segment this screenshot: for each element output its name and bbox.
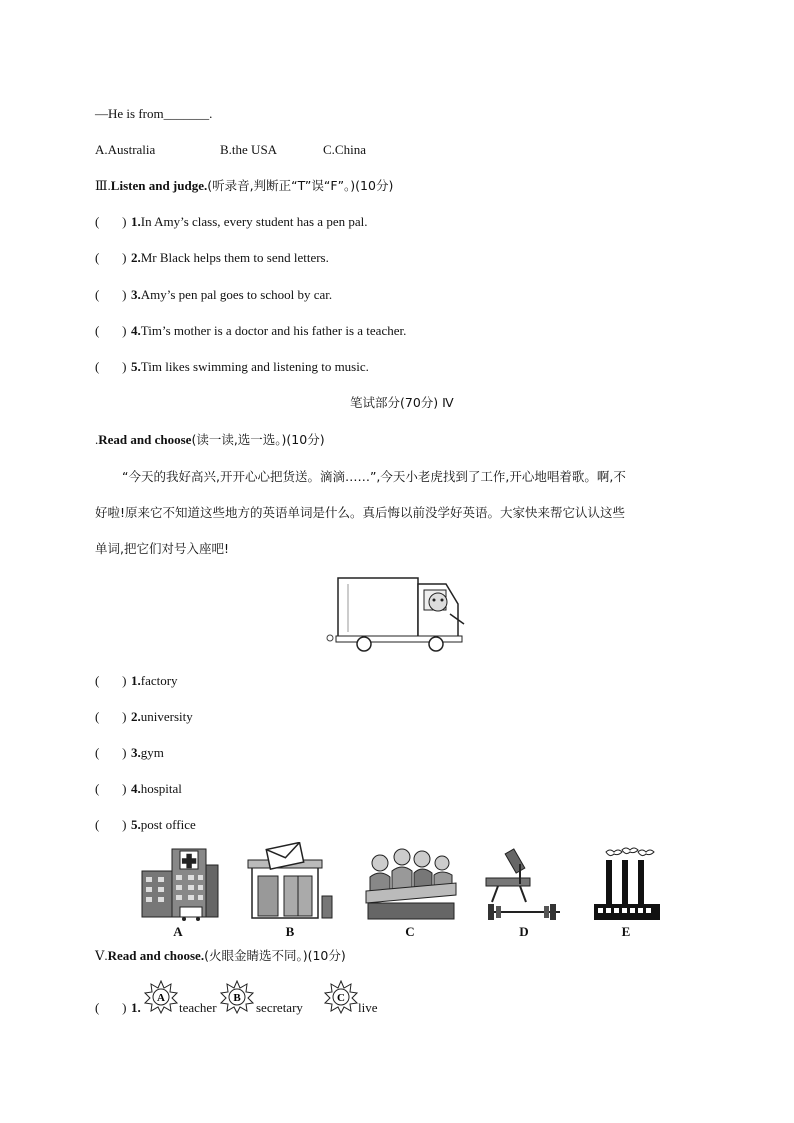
section5-roman: Ⅴ. <box>95 948 108 963</box>
item-number: 2. <box>131 709 141 724</box>
section3-roman: Ⅲ. <box>95 178 111 193</box>
item-number: 3. <box>131 287 141 302</box>
item-number: 3. <box>131 745 141 760</box>
section4-prefix: . <box>95 432 99 447</box>
item-text <box>131 745 164 761</box>
item-text <box>131 817 196 833</box>
item-sentence: Mr Black helps them to send letters. <box>140 250 329 265</box>
post-office-picture <box>244 842 336 920</box>
picture-label-e: E <box>621 924 631 939</box>
option-word: secretary <box>256 1000 303 1015</box>
picture-label-d: D <box>519 924 529 939</box>
item-word: hospital <box>140 781 182 796</box>
item-text <box>131 781 182 797</box>
item-word: gym <box>140 745 164 760</box>
item-number: 4. <box>131 323 141 338</box>
item-sentence: Tim likes swimming and listening to music. <box>140 359 369 374</box>
item-number: 1. <box>131 1000 141 1015</box>
option-c-sun-badge[interactable] <box>324 980 358 1014</box>
answer-blank[interactable]: ( ) <box>95 287 127 302</box>
option-letter: B <box>233 992 241 1004</box>
gym-picture <box>480 844 566 922</box>
question-line: —He is from_______. <box>95 106 213 121</box>
item-word: factory <box>140 673 178 688</box>
answer-blank[interactable]: ( ) <box>95 323 127 338</box>
section3-instruction: (听录音,判断正“T”误“F”。)(10分) <box>207 178 394 193</box>
item-text <box>131 214 367 230</box>
tiger-truck-illustration <box>326 574 470 652</box>
hospital-picture <box>136 843 220 921</box>
answer-blank[interactable]: ( ) <box>95 781 127 796</box>
section4-title: Read and choose <box>98 432 192 447</box>
section4-instruction: (读一读,选一选。)(10分) <box>191 432 325 447</box>
section3-header <box>95 178 393 194</box>
answer-blank[interactable]: ( ) <box>95 250 127 265</box>
item-text <box>131 323 406 339</box>
item-number: 4. <box>131 781 141 796</box>
section4-header <box>95 432 325 448</box>
item-sentence: In Amy’s class, every student has a pen pal. <box>140 214 368 229</box>
answer-blank[interactable]: ( ) <box>95 359 127 374</box>
item-number: 5. <box>131 817 141 832</box>
item-text <box>131 250 329 266</box>
item-number: 5. <box>131 359 141 374</box>
option-b-sun-badge[interactable] <box>220 980 254 1014</box>
option-a-sun-badge[interactable] <box>144 980 178 1014</box>
section5-header <box>95 948 346 964</box>
item-sentence: Tim’s mother is a doctor and his father is a teacher. <box>140 323 407 338</box>
option-a: A.Australia <box>95 142 156 157</box>
answer-blank[interactable]: ( ) <box>95 214 127 229</box>
answer-blank[interactable]: ( ) <box>95 673 127 688</box>
answer-blank[interactable]: ( ) <box>95 1000 127 1015</box>
item-text <box>131 709 193 725</box>
section5-title: Read and choose. <box>107 948 205 963</box>
factory-picture <box>592 846 662 922</box>
answer-blank[interactable]: ( ) <box>95 817 127 832</box>
answer-blank[interactable]: ( ) <box>95 709 127 724</box>
section5-instruction: (火眼金睛选不同。)(10分) <box>204 948 346 963</box>
item-text <box>131 287 332 303</box>
story-line-3: 单词,把它们对号入座吧! <box>95 541 229 556</box>
item-text <box>131 359 369 375</box>
item-number: 1. <box>131 214 141 229</box>
picture-label-b: B <box>285 924 295 939</box>
section3-title: Listen and judge. <box>110 178 208 193</box>
item-word: post office <box>140 817 196 832</box>
story-line-1: “今天的我好高兴,开开心心把货送。滴滴……”,今天小老虎找到了工作,开心地唱着歌。啊,不 <box>122 469 626 484</box>
story-line-2: 好啦!原来它不知道这些地方的英语单词是什么。真后悔以前没学好英语。大家快来帮它认认这些 <box>95 505 626 520</box>
option-b: B.the USA <box>220 142 278 157</box>
answer-blank[interactable]: ( ) <box>95 745 127 760</box>
item-number: 2. <box>131 250 141 265</box>
picture-label-a: A <box>173 924 183 939</box>
option-letter: A <box>157 992 165 1004</box>
option-word: live <box>358 1000 378 1015</box>
item-number: 1. <box>131 673 141 688</box>
item-word: university <box>140 709 193 724</box>
item-text <box>131 673 178 689</box>
option-word: teacher <box>179 1000 217 1015</box>
university-picture <box>364 843 458 921</box>
option-c: C.China <box>323 142 366 157</box>
written-part-header: 笔试部分(70分) Ⅳ <box>350 395 454 410</box>
option-letter: C <box>337 992 345 1004</box>
picture-label-c: C <box>405 924 415 939</box>
item-sentence: Amy’s pen pal goes to school by car. <box>140 287 333 302</box>
